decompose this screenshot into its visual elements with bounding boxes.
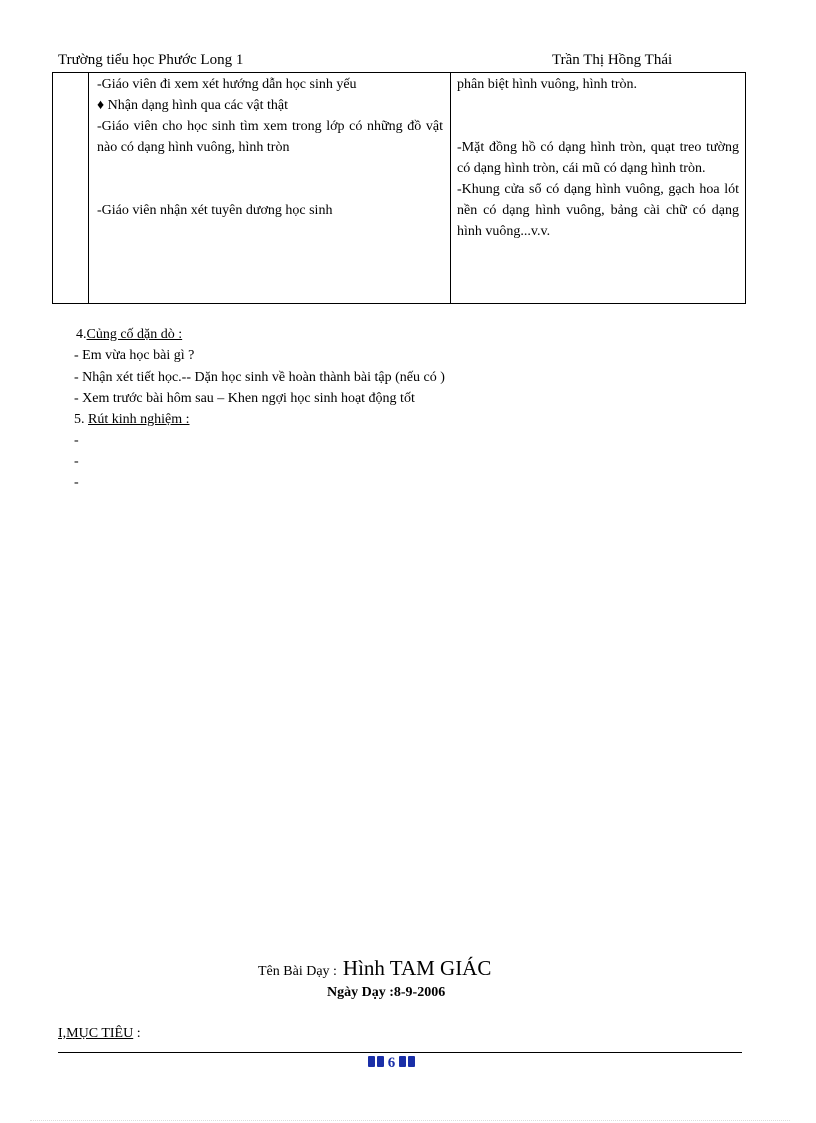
objectives-title: MỤC TIÊU [66,1026,134,1041]
table-column-divider [450,72,451,304]
section-number: 5. [74,412,85,427]
lesson-date: Ngày Dạy :8-9-2006 [327,985,446,1000]
section-title: Rút kinh nghiệm : [88,412,190,427]
teacher-name: Trần Thị Hồng Thái [552,52,673,68]
list-item: - [74,454,79,469]
lesson-name: Hình TAM GIÁC [342,956,492,980]
section-title: Củng cố dặn dò : [86,327,183,342]
activity-line: -Giáo viên nhận xét tuyên dương học sinh [97,203,333,218]
section-5-heading [74,412,190,428]
book-icon [399,1056,415,1068]
activity-line: ♦ Nhận dạng hình qua các vật thật [97,98,289,113]
activity-line: -Khung cửa sổ có dạng hình vuông, gạch hoa lót nền có dạng hình vuông, bảng cài chữ có dạng hình vuông...v.v. [457,182,739,239]
activity-line: phân biệt hình vuông, hình tròn. [457,77,638,92]
list-item: - [74,475,79,490]
objectives-suffix: : [133,1026,141,1041]
student-activities-cell [457,74,739,242]
list-item: - Xem trước bài hôm sau – Khen ngợi học sinh hoạt động tốt [74,391,415,406]
school-name: Trường tiểu học Phước Long 1 [58,52,244,68]
page-edge [30,1120,790,1121]
list-item: - Nhận xét tiết học.-- Dặn học sinh về hoàn thành bài tập (nếu có ) [74,370,445,385]
activity-line: -Mặt đồng hồ có dạng hình tròn, quạt treo tường có dạng hình tròn, cái mũ có dạng hình tròn. [457,140,739,176]
list-item: - Em vừa học bài gì ? [74,348,195,363]
footer-divider [58,1052,742,1053]
section-number: 4. [76,327,87,342]
section-4-heading [76,327,182,343]
teacher-activities-cell [97,74,443,221]
list-item: - [74,433,79,448]
page-number: 6 [387,1055,396,1071]
book-icon [368,1056,384,1068]
page-footer [368,1055,415,1072]
lesson-title [258,956,491,981]
objectives-prefix: I, [58,1026,67,1041]
activity-line: -Giáo viên cho học sinh tìm xem trong lớp có những đồ vật nào có dạng hình vuông, hình tròn [97,119,443,155]
lesson-label: Tên Bài Dạy : [258,964,337,979]
objectives-heading [58,1026,141,1042]
activity-line: -Giáo viên đi xem xét hướng dẫn học sinh yếu [97,77,357,92]
table-column-divider [88,72,89,304]
